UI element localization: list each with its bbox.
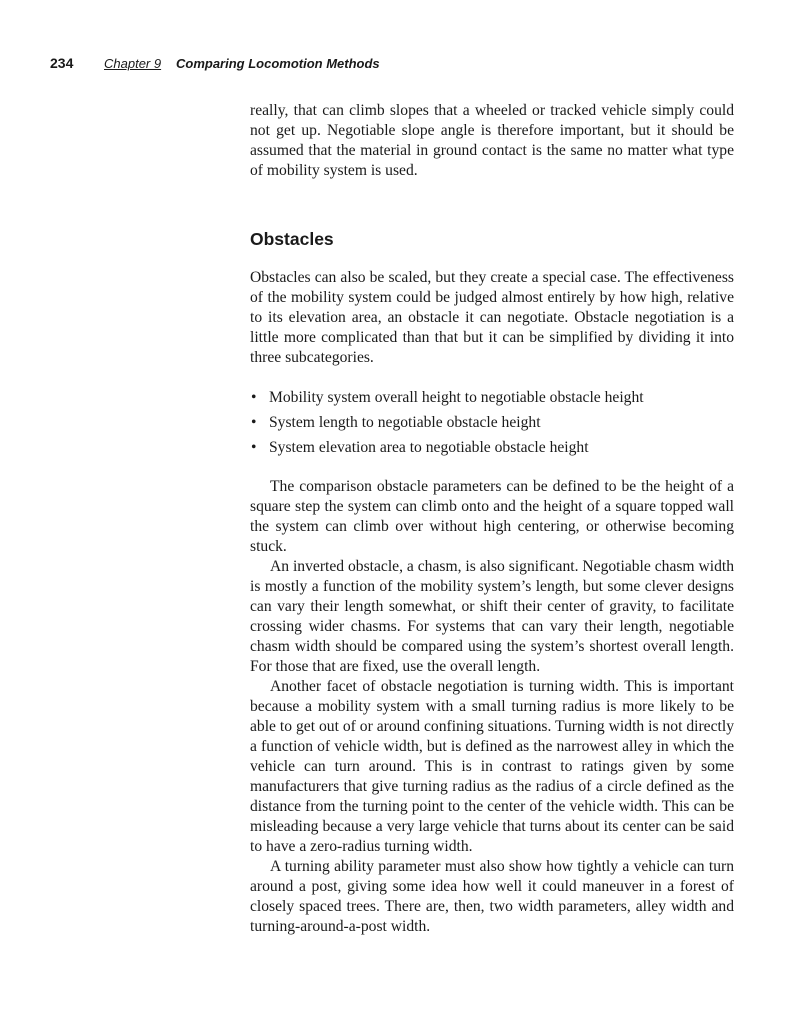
list-item-text: System length to negotiable obstacle height xyxy=(269,414,541,431)
chapter-label: Chapter 9 xyxy=(104,56,162,71)
list-item xyxy=(250,438,734,458)
list-item xyxy=(250,388,734,408)
lead-block xyxy=(250,268,734,368)
bullet-marker: • xyxy=(251,439,257,456)
list-item-text: Mobility system overall height to negotiable obstacle height xyxy=(269,389,644,406)
lead-paragraph: Obstacles can also be scaled, but they create a special case. The effectiveness of the mobility system could be judged almost entirely by how high, relative to its elevation area, an obstacle it can negotiate. Obstacle negotiation is a little more complicated than that but it can be simplified by dividing it into three subcategories. xyxy=(250,269,734,366)
chapter-title: Comparing Locomotion Methods xyxy=(176,56,380,71)
bullet-list xyxy=(250,388,734,463)
running-head xyxy=(50,55,755,75)
list-item-text: System elevation area to negotiable obstacle height xyxy=(269,439,589,456)
section-heading: Obstacles xyxy=(250,229,334,249)
paragraph-turning-ability: A turning ability parameter must also show how tightly a vehicle can turn around a post, giving some idea how well it could maneuver in a forest of closely spaced trees. There are, then, two width parameters, alley width and turning-around-a-post width. xyxy=(250,858,734,935)
main-text-block xyxy=(250,477,734,937)
bullet-marker: • xyxy=(251,389,257,406)
paragraph-obstacle-parameters: The comparison obstacle parameters can be defined to be the height of a square step the system can climb onto and the height of a square topped wall the system can climb over without high centering, or otherwise becoming stuck. xyxy=(250,478,734,555)
paragraph-turning-width: Another facet of obstacle negotiation is turning width. This is important because a mobility system with a small turning radius is more likely to be able to get out of or around confining situations. Turning width is not directly a function of vehicle width, but is defined as the narrowest alley in which the vehicle can turn around. This is in contrast to ratings given by some manufacturers that give turning radius as the radius of a circle defined as the distance from the turning point to the center of the vehicle width. This can be misleading because a very large vehicle that turns about its center can be said to have a zero-radius turning width. xyxy=(250,678,734,855)
intro-paragraph: really, that can climb slopes that a wheeled or tracked vehicle simply could not get up. Negotiable slope angle is therefore important, but it should be assumed that the material in ground contact is the same no matter what type of mobility system is used. xyxy=(250,102,734,179)
paragraph-chasm: An inverted obstacle, a chasm, is also significant. Negotiable chasm width is mostly a function of the mobility system’s length, but some clever designs can vary their length somewhat, or shift their center of gravity, to facilitate crossing wider chasms. For systems that can vary their length, negotiable chasm width should be compared using the system’s shortest overall length. For those that are fixed, use the overall length. xyxy=(250,558,734,675)
bullet-marker: • xyxy=(251,414,257,431)
intro-block xyxy=(250,101,734,181)
list-item xyxy=(250,413,734,433)
page-number: 234 xyxy=(50,55,74,71)
